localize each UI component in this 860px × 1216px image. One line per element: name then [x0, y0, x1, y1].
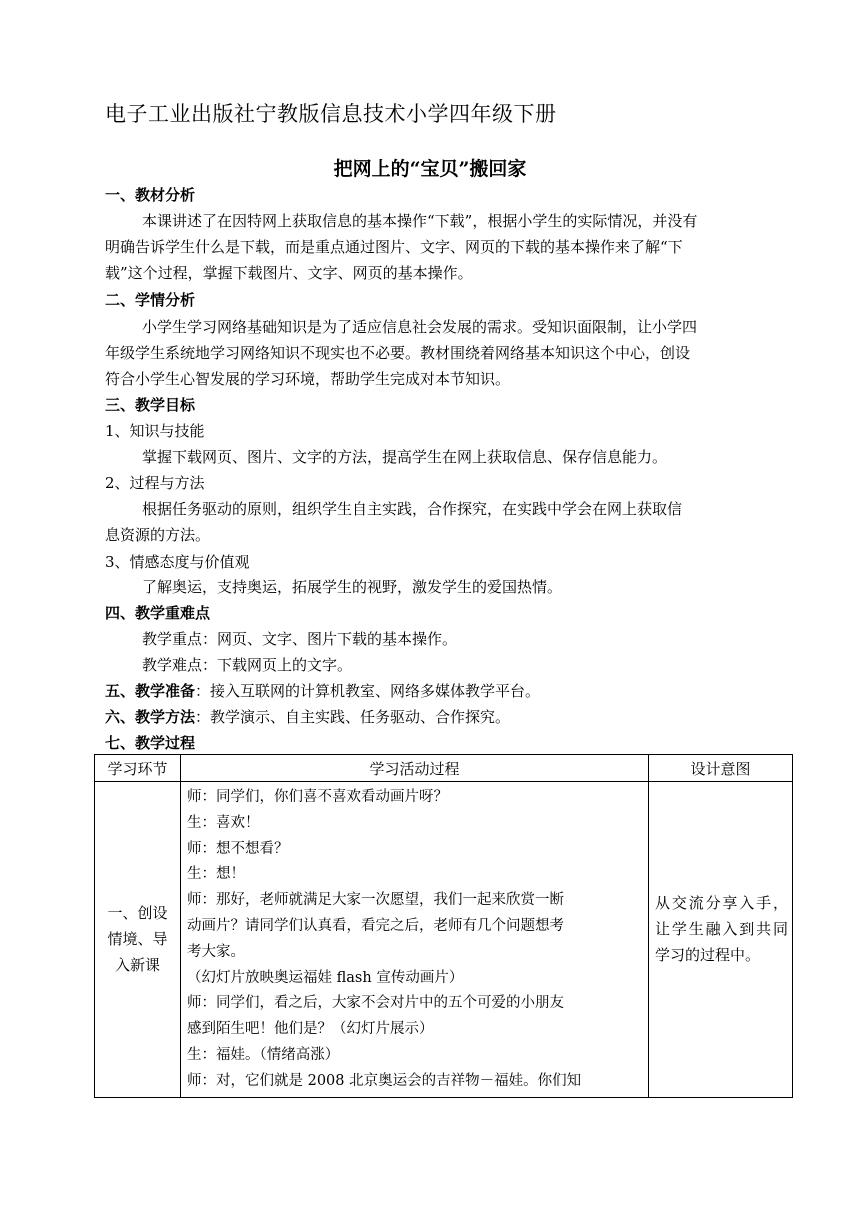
section-text: ：教学演示、自主实践、任务驱动、合作探究。	[195, 708, 511, 726]
dialogue-line: 生：福娃。（情绪高涨）	[187, 1046, 340, 1063]
intent-cell	[649, 782, 793, 1098]
activity-cell	[181, 782, 649, 1098]
subheading-attitudes-values: 3、情感态度与价值观	[105, 553, 250, 571]
section-preparation	[105, 678, 540, 704]
header-activity: 学习活动过程	[181, 755, 649, 782]
stage-line: 入新课	[114, 956, 160, 975]
dialogue-line: 师：那好，老师就满足大家一次愿望，我们一起来欣赏一断	[187, 892, 564, 909]
teaching-process-table	[94, 754, 793, 1098]
dialogue-line: 师：同学们，你们喜不喜欢看动画片呀？	[187, 789, 448, 805]
dialogue-line: （幻灯片放映奥运福娃 flash 宣传动画片）	[187, 969, 464, 986]
dialogue-line: 师：同学们，看之后，大家不会对片中的五个可爱的小朋友	[187, 995, 564, 1012]
section-text: ：接入互联网的计算机教室、网络多媒体教学平台。	[195, 682, 541, 700]
header-intent: 设计意图	[649, 755, 793, 782]
dialogue-line: 动画片？请同学们认真看，看完之后，老师有几个问题想考	[187, 917, 564, 934]
paragraph-line: 载”这个过程，掌握下载图片、文字、网页的基本操作。	[105, 264, 473, 282]
table-header-row	[95, 755, 793, 782]
dialogue-line: 师：对，它们就是 2008 北京奥运会的吉祥物－福娃。你们知	[187, 1072, 582, 1089]
section-heading-objectives: 三、教学目标	[105, 396, 196, 414]
section-label: 五、教学准备	[105, 682, 196, 700]
dialogue-line: 师：想不想看？	[187, 840, 289, 857]
section-heading-key-points: 四、教学重难点	[105, 604, 211, 622]
key-point-line: 教学重点：网页、文字、图片下载的基本操作。	[142, 630, 458, 648]
section-methods	[105, 704, 510, 730]
section-heading-textbook-analysis: 一、教材分析	[105, 186, 196, 204]
section-heading-learner-analysis: 二、学情分析	[105, 291, 196, 309]
section-label: 六、教学方法	[105, 708, 196, 726]
paragraph-line: 明确告诉学生什么是下载，而是重点通过图片、文字、网页的下载的基本操作来了解“下	[105, 238, 683, 256]
intent-text: 从交流分享入手，让学生融入到共同学习的过程中。	[655, 894, 788, 965]
section-heading-process: 七、教学过程	[105, 734, 196, 752]
publisher-line: 电子工业出版社宁教版信息技术小学四年级下册	[105, 102, 557, 126]
paragraph-line: 符合小学生心智发展的学习环境，帮助学生完成对本节知识。	[105, 370, 511, 388]
stage-cell	[95, 782, 181, 1098]
paragraph-line: 掌握下载网页、图片、文字的方法，提高学生在网上获取信息、保存信息能力。	[142, 448, 668, 466]
stage-line: 情境、导	[107, 930, 168, 949]
dialogue-line: 感到陌生吧！他们是？（幻灯片展示）	[187, 1021, 434, 1038]
paragraph-line: 本课讲述了在因特网上获取信息的基本操作“下载”，根据小学生的实际情况，并没有	[142, 212, 698, 230]
lesson-title: 把网上的“宝贝”搬回家	[333, 158, 527, 180]
paragraph-line: 了解奥运，支持奥运，拓展学生的视野，激发学生的爱国热情。	[142, 578, 563, 596]
difficulty-line: 教学难点：下载网页上的文字。	[142, 656, 353, 674]
paragraph-line: 小学生学习网络基础知识是为了适应信息社会发展的需求。受知识面限制，让小学四	[142, 318, 698, 336]
table-row	[95, 782, 793, 1098]
dialogue-line: 生：喜欢！	[187, 814, 260, 831]
subheading-knowledge-skills: 1、知识与技能	[105, 422, 205, 440]
paragraph-line: 根据任务驱动的原则，组织学生自主实践，合作探究，在实践中学会在网上获取信	[142, 500, 683, 518]
dialogue-line: 考大家。	[187, 943, 245, 960]
dialogue-line: 生：想！	[187, 866, 245, 883]
paragraph-line: 息资源的方法。	[105, 526, 211, 544]
paragraph-line: 年级学生系统地学习网络知识不现实也不必要。教材围绕着网络基本知识这个中心，创设	[105, 344, 691, 362]
subheading-process-method: 2、过程与方法	[105, 474, 205, 492]
stage-line: 一、创设	[107, 904, 168, 923]
header-stage: 学习环节	[95, 755, 181, 782]
